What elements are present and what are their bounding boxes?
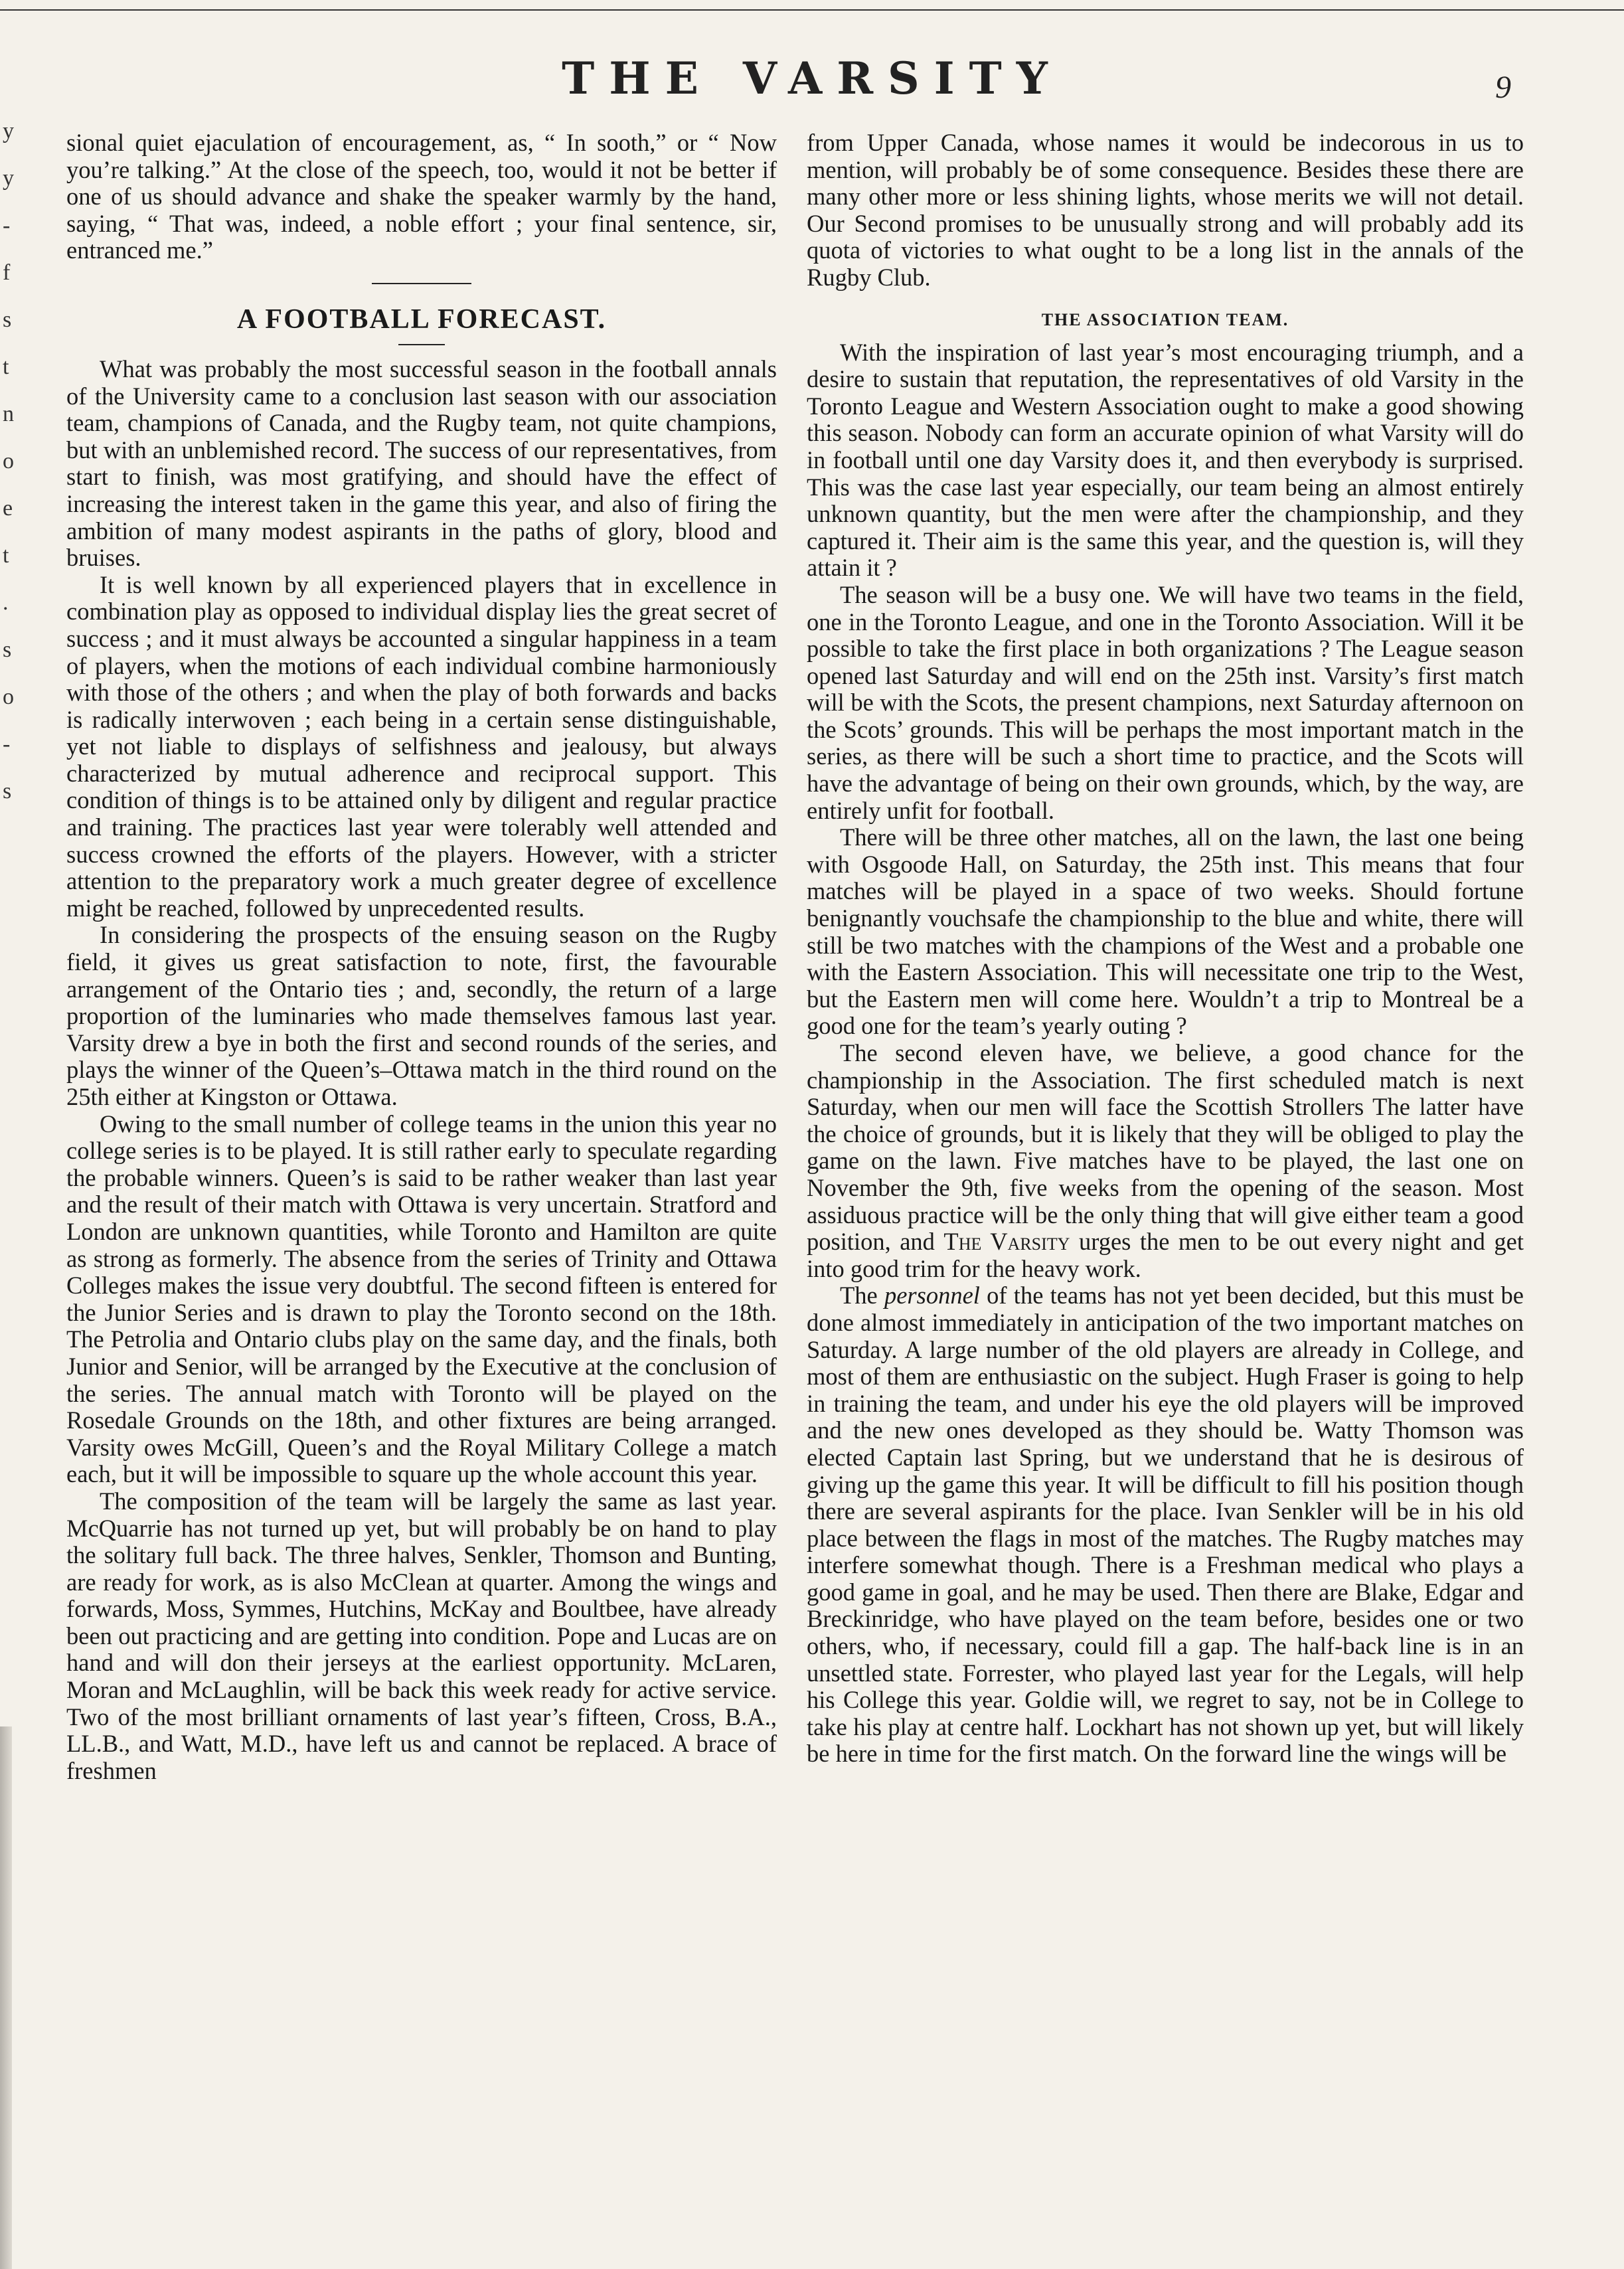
article-paragraph: The season will be a busy one. We will have two teams in the field, one in the Toronto League, and one in the Toronto Association. Will it be possible to take the first place in both organizations ? The League season opened last Saturday and will end on the 25th inst. Varsity’s first match will be with the Scots, the present champions, next Saturday afternoon on the Scots’ grounds. This will be perhaps the most important match in the series, as there will be such a short time to practice, and the Scots will have the advantage of being on their own grounds, which, by the way, are entirely unfit for football.: [807, 580, 1524, 824]
article-paragraph: What was probably the most successful season in the football annals of the University came to a conclusion last season with our association team, champions of Canada, and the Rugby team, not quite champions, but with an unblemished record. The success of our representatives, from start to finish, was most gratifying, and should have the effect of increasing the interest taken in the game this year, and also of firing the ambition of many modest aspirants in the paths of glory, blood and bruises.: [66, 355, 777, 572]
margin-fragment: e: [3, 496, 13, 521]
section-divider: [372, 283, 471, 284]
article-paragraph: It is well known by all experienced players that in excellence in combination play as opposed to individual display lies the great secret of success ; and it must always be accounted a singular happiness in a team of players, when the motions of each individual combine harmoniously with those of the others ; and when the play of both forwards and backs is radically interwoven ; each being in a certain sense distinguishable, yet not liable to displays of selfishness and jealousy, but always characterized by mutual adherence and reciprocal support. This condition of things is to be attained only by diligent and regular practice and training. The practices last year were tolerably well attended and success crowned the efforts of the players. However, with a stricter attention to the preparatory work a much greater degree of excellence might be reached, followed by unprecedented results.: [66, 570, 777, 922]
page-binding-shadow: [0, 1726, 12, 2269]
paragraph-text: The second eleven have, we believe, a good chance for the championship in the Association. The first scheduled match is next Saturday, when our men will face the Scottish Strollers The latter have the choice of grounds, but it is likely that they will be obliged to play the game on the lawn. Five matches have to be played, the last one on November the 9th, five weeks from the opening of the season. Most assiduous practice will be the only thing that will give either team a good position, and: [807, 1039, 1524, 1256]
margin-fragment: s: [3, 637, 12, 662]
margin-fragment: -: [3, 732, 11, 756]
article-title: A FOOTBALL FORECAST.: [236, 303, 607, 335]
page-header: [0, 52, 1624, 105]
article-paragraph: With the inspiration of last year’s most encouraging triumph, and a desire to sustain that reputation, the representatives of old Varsity in the Toronto League and Western Association ought to make a good showing this season. Nobody can form an accurate opinion of what Varsity will do in football until one day Varsity does it, and then everybody is surprised. This was the case last year especially, our team being an almost entirely unknown quantity, but the men were after the championship, and they captured it. Their aim is the same this year, and the question is, will they attain it ?: [807, 338, 1524, 582]
margin-fragment: s: [3, 307, 12, 332]
margin-fragments: [3, 116, 23, 823]
paragraph-text: urges the men to be out every night and get into good trim for the heavy work.: [807, 1228, 1524, 1282]
intro-paragraph: sional quiet ejaculation of encouragement, as, “ In sooth,” or “ Now you’re talking.” At the close of the speech, too, would it not be better if one of us should advance and shake the speaker warmly by the hand, saying, “ That was, indeed, a noble effort ; your final sentence, sir, entranced me.”: [66, 129, 777, 264]
masthead-title: THE VARSITY: [562, 52, 1062, 104]
top-border-line: [0, 9, 1624, 11]
margin-fragment: s: [3, 779, 12, 803]
varsity-name: The Varsity: [943, 1228, 1070, 1256]
section-title: THE ASSOCIATION TEAM.: [1041, 309, 1289, 329]
margin-fragment: o: [3, 685, 14, 709]
margin-fragment: y: [3, 166, 14, 191]
page-number: 9: [1495, 70, 1511, 105]
article-paragraph: There will be three other matches, all on the lawn, the last one being with Osgoode Hall, on Saturday, the 25th inst. This means that four matches will be played in a space of two weeks. Should fortune benignantly vouchsafe the championship to the blue and white, there will still be two matches with the champions of the West and a probable one with the Eastern Association. This will necessitate one trip to the West, but the Eastern men will come here. Wouldn’t a trip to Montreal be a good one for the team’s yearly outing ?: [807, 823, 1524, 1040]
article-paragraph: The composition of the team will be largely the same as last year. McQuarrie has not turned up yet, but will probably be on hand to play the solitary full back. The three halves, Senkler, Thomson and Bunting, are ready for work, as is also McClean at quarter. Among the wings and forwards, Moss, Symmes, Hutchins, McKay and Boultbee, have already been out practicing and are getting into condition. Pope and Lucas are on hand and will don their jerseys at the earliest opportunity. McLaren, Moran and McLaughlin, will be back this week ready for active service. Two of the most brilliant ornaments of last year’s fifteen, Cross, B.A., LL.B., and Watt, M.D., have left us and cannot be replaced. A brace of freshmen: [66, 1487, 777, 1784]
margin-fragment: n: [3, 402, 14, 426]
margin-fragment: -: [3, 213, 11, 238]
article-paragraph: In considering the prospects of the ensuing season on the Rugby field, it gives us great satisfaction to note, first, the favourable arrangement of the Ontario ties ; and, secondly, the return of a large proportion of the luminaries who made themselves famous last year. Varsity drew a bye in both the first and second rounds of the series, and plays the winner of the Queen’s–Ottawa match in the third round on the 25th either at Kingston or Ottawa.: [66, 921, 777, 1110]
margin-fragment: .: [3, 590, 9, 615]
margin-fragment: t: [3, 543, 9, 568]
continuation-paragraph: from Upper Canada, whose names it would be indecorous in us to mention, will probably be of some consequence. Besides these there are many other more or less shining lights, whose merits we will not detail. Our Second promises to be unusually strong and will probably add its quota of victories to what ought to be a long list in the annals of the Rugby Club.: [807, 129, 1524, 291]
paragraph-text: of the teams has not yet been decided, but this must be done almost immediately in anticipation of the two important matches on Saturday. A large number of the old players are already in College, and most of them are enthusiastic on the subject. Hugh Fraser is going to help in training the team, and under his eye the old players will be improved and the new ones developed as they should be. Watty Thomson was elected Captain last Spring, but we understand that he is desirous of giving up the game this year. It will be difficult to fill his position though there are several aspirants for the place. Ivan Senkler will be in his old place between the flags in most of the matches. The Rugby matches may interfere somewhat though. There is a Freshman medical who plays a good game in goal, and he may be used. Then there are Blake, Edgar and Breckinridge, who have played on the team before, besides one or two others, who, if necessary, could fill a gap. The half-back line is in an unsettled state. Forrester, who played last year for the Legals, will help his College this year. Goldie will, we regret to say, not be in College to take his play at centre half. Lockhart has not shown up yet, but will likely be here in time for the first match. On the forward line the wings will be: [807, 1282, 1524, 1768]
title-underline: [398, 344, 445, 345]
margin-fragment: y: [3, 119, 14, 143]
margin-fragment: t: [3, 355, 9, 379]
margin-fragment: o: [3, 449, 14, 473]
italic-word: personnel: [884, 1282, 980, 1309]
article-paragraph: [807, 1040, 1524, 1282]
margin-fragment: f: [3, 260, 11, 285]
paragraph-text: The: [840, 1282, 878, 1309]
right-column: [807, 129, 1524, 2228]
article-paragraph: Owing to the small number of college teams in the union this year no college series is to be played. It is still rather early to speculate regarding the probable winners. Queen’s is said to be rather weaker than last year and the result of their match with Ottawa is very uncertain. Stratford and London are unknown quantities, while Toronto and Hamilton are quite as strong as formerly. The absence from the series of Trinity and Ottawa Colleges makes the issue very doubtful. The second fifteen is entered for the Junior Series and is drawn to play the Toronto second on the 18th. The Petrolia and Ontario clubs play on the same day, and the finals, both Junior and Senior, will be arranged by the Executive at the conclusion of the series. The annual match with Toronto will be played on the Rosedale Grounds on the 18th, and other fixtures are being arranged. Varsity owes McGill, Queen’s and the Royal Military College a match each, but it will be impossible to square up the whole account this year.: [66, 1110, 777, 1488]
left-column: [66, 129, 777, 2228]
article-paragraph: [807, 1282, 1524, 1768]
